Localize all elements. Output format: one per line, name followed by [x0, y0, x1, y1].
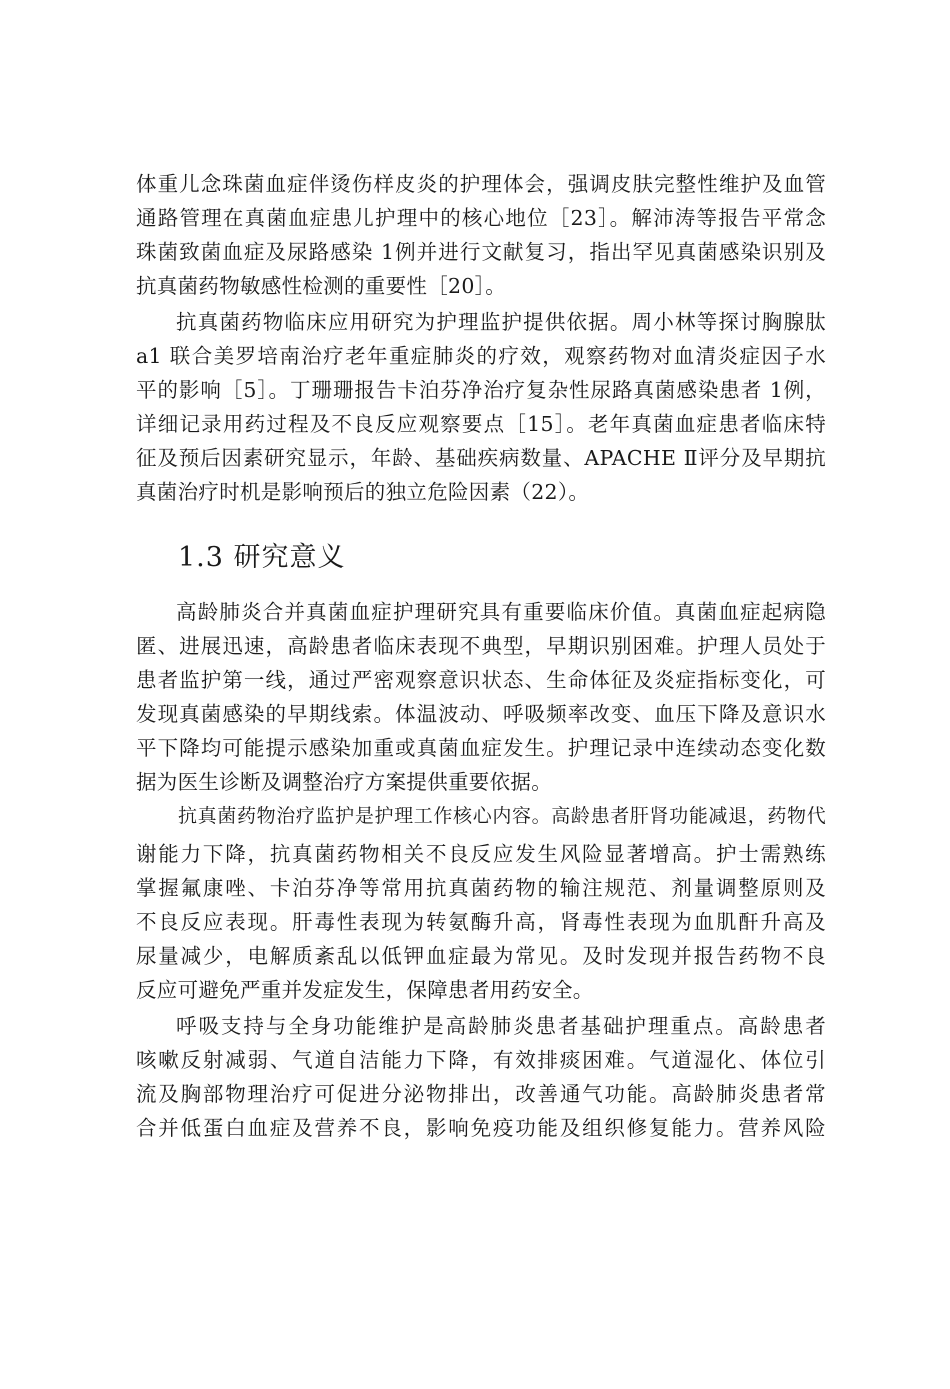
paragraph-3-line-3: 患者监护第一线，通过严密观察意识状态、生命体征及炎症指标变化，可: [136, 668, 826, 692]
paragraph-4-line-2: 谢能力下降，抗真菌药物相关不良反应发生风险显著增高。护士需熟练: [136, 842, 826, 866]
paragraph-2-line-5: 征及预后因素研究显示，年龄、基础疾病数量、APACHE Ⅱ评分及早期抗: [136, 446, 826, 470]
paragraph-3-line-4: 发现真菌感染的早期线索。体温波动、呼吸频率改变、血压下降及意识水: [136, 702, 826, 726]
paragraph-5-line-2: 咳嗽反射减弱、气道自洁能力下降，有效排痰困难。气道湿化、体位引: [136, 1048, 826, 1072]
paragraph-2-line-1: 抗真菌药物临床应用研究为护理监护提供依据。周小林等探讨胸腺肽: [176, 310, 826, 334]
paragraph-1-line-2: 通路管理在真菌血症患儿护理中的核心地位［23］。解沛涛等报告平常念: [136, 206, 826, 230]
paragraph-4-line-5: 尿量减少，电解质紊乱以低钾血症最为常见。及时发现并报告药物不良: [136, 944, 826, 968]
paragraph-2-line-2: a1 联合美罗培南治疗老年重症肺炎的疗效，观察药物对血清炎症因子水: [136, 344, 826, 368]
paragraph-3-line-6: 据为医生诊断及调整治疗方案提供重要依据。: [136, 770, 552, 794]
paragraph-1-line-4: 抗真菌药物敏感性检测的重要性［20］。: [136, 274, 507, 298]
paragraph-4-line-6: 反应可避免严重并发症发生，保障患者用药安全。: [136, 978, 594, 1002]
paragraph-3-line-1: 高龄肺炎合并真菌血症护理研究具有重要临床价值。真菌血症起病隐: [176, 600, 826, 624]
paragraph-1-line-1: 体重儿念珠菌血症伴烫伤样皮炎的护理体会，强调皮肤完整性维护及血管: [136, 172, 826, 196]
paragraph-2-line-6: 真菌治疗时机是影响预后的独立危险因素（22）。: [136, 480, 590, 504]
paragraph-5-line-4: 合并低蛋白血症及营养不良，影响免疫功能及组织修复能力。营养风险: [136, 1116, 826, 1140]
paragraph-2-line-4: 详细记录用药过程及不良反应观察要点［15］。老年真菌血症患者临床特: [136, 412, 826, 436]
paragraph-5-line-3: 流及胸部物理治疗可促进分泌物排出，改善通气功能。高龄肺炎患者常: [136, 1082, 826, 1106]
paragraph-3-line-5: 平下降均可能提示感染加重或真菌血症发生。护理记录中连续动态变化数: [136, 736, 826, 760]
section-heading: 1.3 研究意义: [178, 542, 346, 573]
paragraph-4-line-1: 抗真菌药物治疗监护是护理工作核心内容。高龄患者肝肾功能减退，药物代: [178, 805, 826, 827]
paragraph-4-line-4: 不良反应表现。肝毒性表现为转氨酶升高，肾毒性表现为血肌酐升高及: [136, 910, 826, 934]
paragraph-3-line-2: 匿、进展迅速，高龄患者临床表现不典型，早期识别困难。护理人员处于: [136, 634, 826, 658]
paragraph-5-line-1: 呼吸支持与全身功能维护是高龄肺炎患者基础护理重点。高龄患者: [176, 1014, 826, 1038]
paragraph-2-line-3: 平的影响［5］。丁珊珊报告卡泊芬净治疗复杂性尿路真菌感染患者 1例，: [136, 378, 826, 402]
paragraph-4-line-3: 掌握氟康唑、卡泊芬净等常用抗真菌药物的输注规范、剂量调整原则及: [136, 876, 826, 900]
paragraph-1-line-3: 珠菌致菌血症及尿路感染 1例并进行文献复习，指出罕见真菌感染识别及: [136, 240, 826, 264]
